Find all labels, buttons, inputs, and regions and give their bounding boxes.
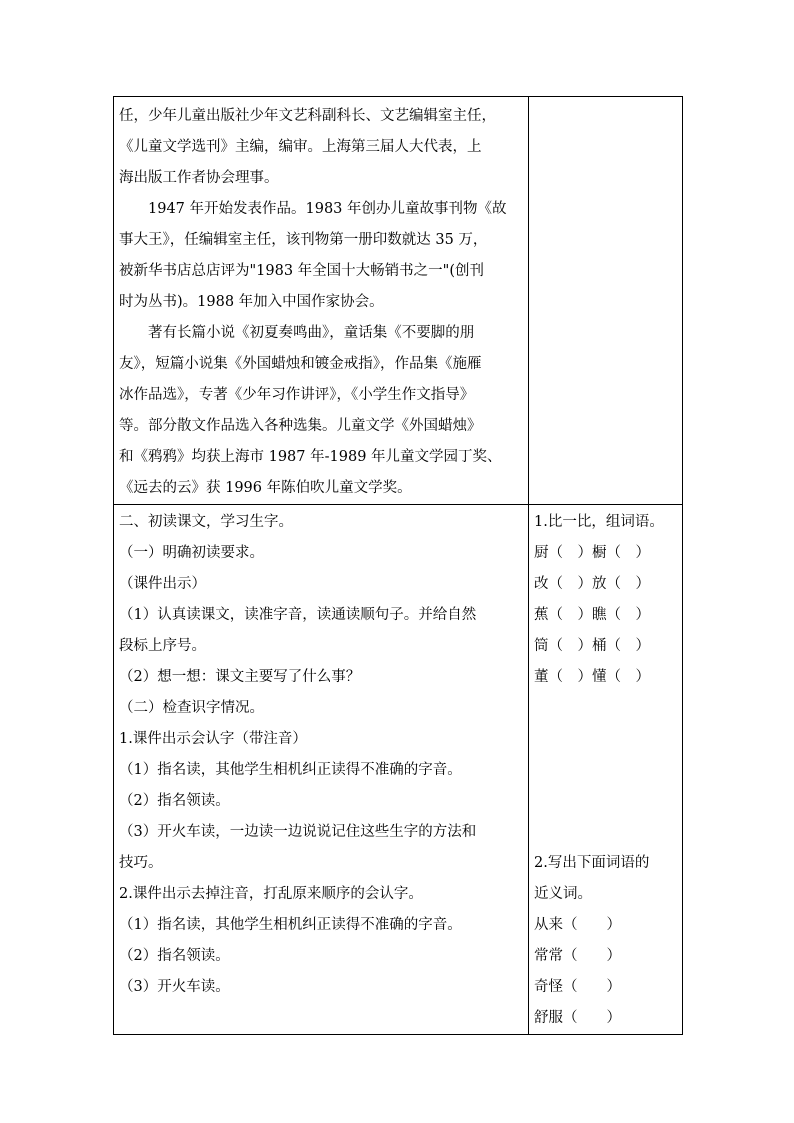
bio-text-line: 《儿童文学选刊》主编，编审。上海第三届人大代表，上 — [119, 139, 482, 155]
exercise-text-line: 常常（ ） — [534, 948, 621, 964]
author-bio-cell — [114, 97, 529, 505]
exercise-text-line: 筒（ ）桶（ ） — [534, 638, 650, 654]
exercise-text-line: 舒服（ ） — [534, 1010, 621, 1026]
bio-text-line: 事大王》，任编辑室主任，该刊物第一册印数就达 35 万， — [119, 232, 488, 248]
step-text-line: （课件出示） — [119, 576, 206, 592]
step-text-line: 1.课件出示会认字（带注音） — [119, 731, 307, 747]
step-text-line: （3）开火车读，一边读一边说说记住这些生字的方法和 — [119, 824, 477, 840]
exercise-text-line — [534, 693, 679, 724]
exercise-text-line: 近义词。 — [534, 886, 592, 902]
step-text-line: 2.课件出示去掉注音，打乱原来顺序的会认字。 — [119, 886, 423, 902]
step-text-line: 二、初读课文，学习生字。 — [119, 514, 293, 530]
exercise-text-line — [534, 786, 679, 817]
exercise-text-line: 2.写出下面词语的 — [534, 855, 650, 871]
step-text-line: （二）检查识字情况。 — [119, 700, 264, 716]
step-text-line: （3）开火车读。 — [119, 979, 230, 995]
step-text-line: （一）明确初读要求。 — [119, 545, 264, 561]
exercise-text-line: 奇怪（ ） — [534, 979, 621, 995]
exercise-cell — [529, 505, 683, 1035]
bio-text-line: 等。部分散文作品选入各种选集。儿童文学《外国蜡烛》 — [119, 418, 482, 434]
step-text-line: 技巧。 — [119, 855, 163, 871]
bio-text-line: 和《鸦鸦》均获上海市 1987 年-1989 年儿童文学园丁奖、 — [119, 449, 502, 465]
exercise-text-line: 厨（ ）橱（ ） — [534, 545, 650, 561]
exercise-text-line — [534, 817, 679, 848]
bio-text-line: 时为丛书)。1988 年加入中国作家协会。 — [119, 294, 384, 310]
exercise-text-line: 1.比一比，组词语。 — [534, 514, 664, 530]
bio-text-line: 《远去的云》获 1996 年陈伯吹儿童文学奖。 — [119, 480, 412, 496]
exercise-text-line — [534, 755, 679, 786]
exercise-text-line — [534, 724, 679, 755]
exercise-text-line: 董（ ）懂（ ） — [534, 669, 650, 685]
exercise-text-line: 改（ ）放（ ） — [534, 576, 650, 592]
lesson-plan-table — [113, 96, 683, 1035]
bio-text-line: 被新华书店总店评为"1983 年全国十大畅销书之一"(创刊 — [119, 263, 485, 279]
bio-text-line: 友》，短篇小说集《外国蜡烛和镀金戒指》，作品集《施雁 — [119, 356, 482, 372]
bio-text-line: 任，少年儿童出版社少年文艺科副科长、文艺编辑室主任， — [119, 108, 496, 124]
step-text-line: （1）指名读，其他学生相机纠正读得不准确的字音。 — [119, 762, 462, 778]
step-text-line: （2）指名领读。 — [119, 948, 230, 964]
bio-text-line: 海出版工作者协会理事。 — [119, 170, 279, 186]
exercise-text-line: 从来（ ） — [534, 917, 621, 933]
notes-cell-empty — [529, 97, 683, 505]
teaching-steps-cell — [114, 505, 529, 1035]
table-row — [114, 97, 683, 505]
table-row — [114, 505, 683, 1035]
bio-text-line: 1947 年开始发表作品。1983 年创办儿童故事刊物《故 — [148, 201, 507, 217]
step-text-line: 段标上序号。 — [119, 638, 206, 654]
step-text-line: （1）认真读课文，读准字音，读通读顺句子。并给自然 — [119, 607, 477, 623]
bio-text-line: 冰作品选》，专著《少年习作讲评》，《小学生作文指导》 — [119, 387, 475, 403]
step-text-line: （2）指名领读。 — [119, 793, 230, 809]
step-text-line: （2）想一想：课文主要写了什么事？ — [119, 669, 361, 685]
bio-text-line: 著有长篇小说《初夏奏鸣曲》，童话集《不要脚的朋 — [148, 325, 475, 341]
exercise-text-line: 蕉（ ）瞧（ ） — [534, 607, 650, 623]
step-text-line: （1）指名读，其他学生相机纠正读得不准确的字音。 — [119, 917, 462, 933]
